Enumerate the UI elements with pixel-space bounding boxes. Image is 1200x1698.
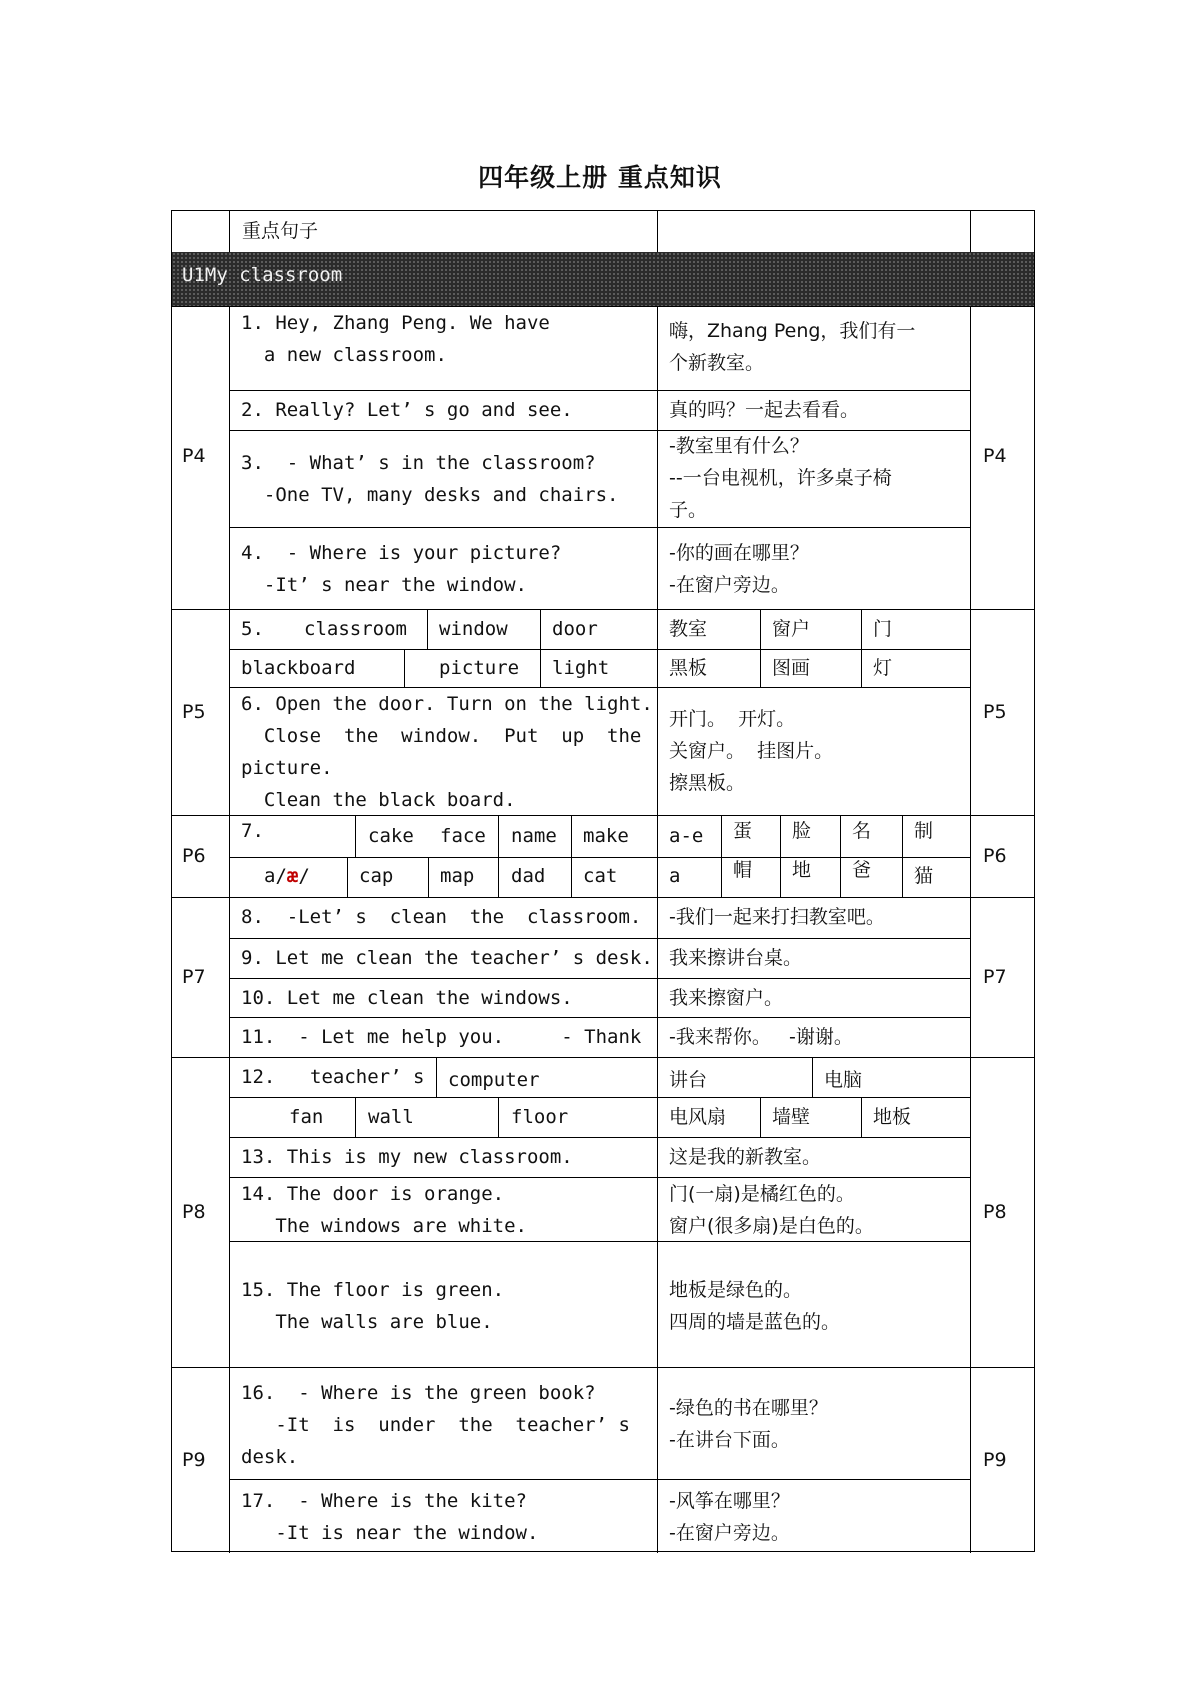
vocab5-word-blackboard: blackboard (241, 657, 356, 679)
page-label-p4-left: P4 (182, 445, 206, 467)
vocab7-cn-name: 名 (852, 820, 872, 842)
vocab12-word-fan: fan (289, 1106, 324, 1128)
vocab7-word-face: face (440, 825, 486, 847)
vocab5-cn-classroom: 教室 (669, 618, 708, 640)
sentence-11-en: 11. - Let me help you. - Thank (241, 1026, 642, 1048)
sentence-4-en-line2: -It’ s near the window. (241, 574, 527, 596)
sentence-13-en: 13. This is my new classroom. (241, 1146, 573, 1168)
sentence-4-en-line1: 4. - Where is your picture? (241, 542, 562, 564)
sentence-4-cn-line1: -你的画在哪里？ (669, 542, 809, 564)
page-title: 四年级上册 重点知识 (478, 163, 722, 192)
vocab12-word-wall: wall (368, 1106, 414, 1128)
vocab12-cn-teachers-desk: 讲台 (669, 1069, 708, 1091)
header-sentences-label: 重点句子 (242, 220, 319, 242)
vocab7-word-cat: cat (583, 865, 618, 887)
sentence-6-en-line1: 6. Open the door. Turn on the light. (241, 693, 653, 715)
sentence-8-en: 8. -Let’ s clean the classroom. (241, 906, 642, 928)
vocab5-cn-blackboard: 黑板 (669, 657, 708, 679)
sentence-1-en-line1: 1. Hey, Zhang Peng. We have (241, 312, 550, 334)
vocab5-cn-door: 门 (873, 618, 893, 640)
vocab7-word-dad: dad (511, 865, 546, 887)
sentence-10-en: 10. Let me clean the windows. (241, 987, 573, 1009)
sentence-2-cn: 真的吗？一起去看看。 (669, 399, 860, 421)
sentence-16-cn-line2: -在讲台下面。 (669, 1429, 790, 1451)
vocab5-cn-picture: 图画 (772, 657, 811, 679)
vocab5-word-door: door (552, 618, 598, 640)
vocab12-word-teachers: teacher’ s (310, 1066, 425, 1088)
vocab7-number: 7. (241, 820, 264, 842)
vocab7-sound: a/æ/ (264, 865, 310, 887)
sentence-3-cn-line1: -教室里有什么？ (669, 435, 809, 457)
vocab7-word-name: name (511, 825, 557, 847)
sentence-10-cn: 我来擦窗户。 (669, 987, 784, 1009)
unit-title: U1My classroom (182, 264, 343, 286)
vocab7-cn-dad: 爸 (852, 859, 872, 881)
vocab5-number: 5. (241, 618, 264, 640)
sentence-8-cn: -我们一起来打扫教室吧。 (669, 906, 885, 928)
vocab12-cn-computer: 电脑 (824, 1069, 863, 1091)
page-label-p7-right: P7 (983, 966, 1007, 988)
vocab12-cn-floor: 地板 (873, 1106, 912, 1128)
sentence-17-cn-line1: -风筝在哪里？ (669, 1490, 790, 1512)
sentence-3-cn-line3: 子。 (669, 499, 708, 521)
vocab7-word-map: map (440, 865, 475, 887)
vocab7-cn-cat: 猫 (914, 865, 934, 887)
sentence-15-cn-line2: 四周的墙是蓝色的。 (669, 1311, 841, 1333)
vocab5-word-light: light (552, 657, 610, 679)
page-label-p4-right: P4 (983, 445, 1007, 467)
vocab7-cn-make: 制 (914, 820, 934, 842)
vocab7-cn-cake: 蛋 (733, 820, 753, 842)
sentence-17-en-line2: -It is near the window. (241, 1522, 539, 1544)
vocab5-word-window: window (439, 618, 508, 640)
vocab12-cn-wall: 墙壁 (772, 1106, 811, 1128)
sentence-16-cn-line1: -绿色的书在哪里？ (669, 1397, 828, 1419)
page-label-p9-left: P9 (182, 1449, 206, 1471)
sentence-16-en-line3: desk. (241, 1446, 299, 1468)
sentence-6-cn-line1: 开门。 开灯。 (669, 708, 796, 730)
sentence-6-en-line4: Clean the black board. (241, 789, 516, 811)
page-label-p6-right: P6 (983, 845, 1007, 867)
vocab7-phonetic-symbol: æ (286, 865, 299, 887)
sentence-2-en: 2. Really? Let’ s go and see. (241, 399, 573, 421)
vocab7-cn-cap: 帽 (733, 859, 753, 881)
page-label-p7-left: P7 (182, 966, 206, 988)
vocab5-word-picture: picture (439, 657, 520, 679)
sentence-1-cn-line1: 嗨，Zhang Peng，我们有一 (669, 320, 916, 342)
vocab12-cn-fan: 电风扇 (669, 1106, 727, 1128)
vocab12-word-computer: computer (448, 1069, 540, 1091)
sentence-6-cn-line2: 关窗户。 挂图片。 (669, 740, 834, 762)
sentence-6-en-line2: Close the window. Put up the (241, 725, 642, 747)
sentence-14-en-line2: The windows are white. (241, 1215, 527, 1237)
vocab12-word-floor: floor (511, 1106, 569, 1128)
sentence-11-cn: -我来帮你。 -谢谢。 (669, 1026, 853, 1048)
page-label-p8-right: P8 (983, 1201, 1007, 1223)
sentence-17-cn-line2: -在窗户旁边。 (669, 1522, 790, 1544)
vocab7-cn-map: 地 (792, 859, 812, 881)
sentence-15-cn-line1: 地板是绿色的。 (669, 1279, 803, 1301)
sentence-13-cn: 这是我的新教室。 (669, 1146, 822, 1168)
vocab7-word-cake: cake (368, 825, 414, 847)
sentence-17-en-line1: 17. - Where is the kite? (241, 1490, 527, 1512)
sentence-16-en-line1: 16. - Where is the green book? (241, 1382, 596, 1404)
page-label-p5-right: P5 (983, 701, 1007, 723)
sentence-1-cn-line2: 个新教室。 (669, 352, 765, 374)
sentence-14-cn-line2: 窗户(很多扇)是白色的。 (669, 1215, 874, 1237)
page-label-p6-left: P6 (182, 845, 206, 867)
sentence-14-en-line1: 14. The door is orange. (241, 1183, 505, 1205)
sentence-14-cn-line1: 门(一扇)是橘红色的。 (669, 1183, 855, 1205)
page-label-p9-right: P9 (983, 1449, 1007, 1471)
sentence-15-en-line2: The walls are blue. (241, 1311, 493, 1333)
sentence-9-cn: 我来擦讲台桌。 (669, 947, 803, 969)
vocab5-cn-window: 窗户 (772, 618, 811, 640)
sentence-9-en: 9. Let me clean the teacher’ s desk. (241, 947, 653, 969)
vocab5-word-classroom: classroom (304, 618, 407, 640)
sentence-3-en-line1: 3. - What’ s in the classroom? (241, 452, 596, 474)
vocab7-pattern-a-e: a-e (669, 825, 704, 847)
page-label-p8-left: P8 (182, 1201, 206, 1223)
vocab7-word-make: make (583, 825, 629, 847)
page-label-p5-left: P5 (182, 701, 206, 723)
vocab7-cn-face: 脸 (792, 820, 812, 842)
sentence-6-en-line3: picture. (241, 757, 333, 779)
sentence-6-cn-line3: 擦黑板。 (669, 772, 746, 794)
vocab5-cn-light: 灯 (873, 657, 893, 679)
vocab7-word-cap: cap (359, 865, 394, 887)
sentence-3-cn-line2: --一台电视机，许多桌子椅 (669, 467, 892, 489)
sentence-15-en-line1: 15. The floor is green. (241, 1279, 505, 1301)
sentence-3-en-line2: -One TV, many desks and chairs. (241, 484, 619, 506)
vocab12-number: 12. (241, 1066, 276, 1088)
sentence-16-en-line2: -It is under the teacher’ s (241, 1414, 630, 1436)
knowledge-table (171, 210, 1035, 1552)
unit-banner (172, 252, 1034, 306)
sentence-1-en-line2: a new classroom. (241, 344, 447, 366)
vocab7-pattern-a: a (669, 865, 681, 887)
sentence-4-cn-line2: -在窗户旁边。 (669, 574, 790, 596)
